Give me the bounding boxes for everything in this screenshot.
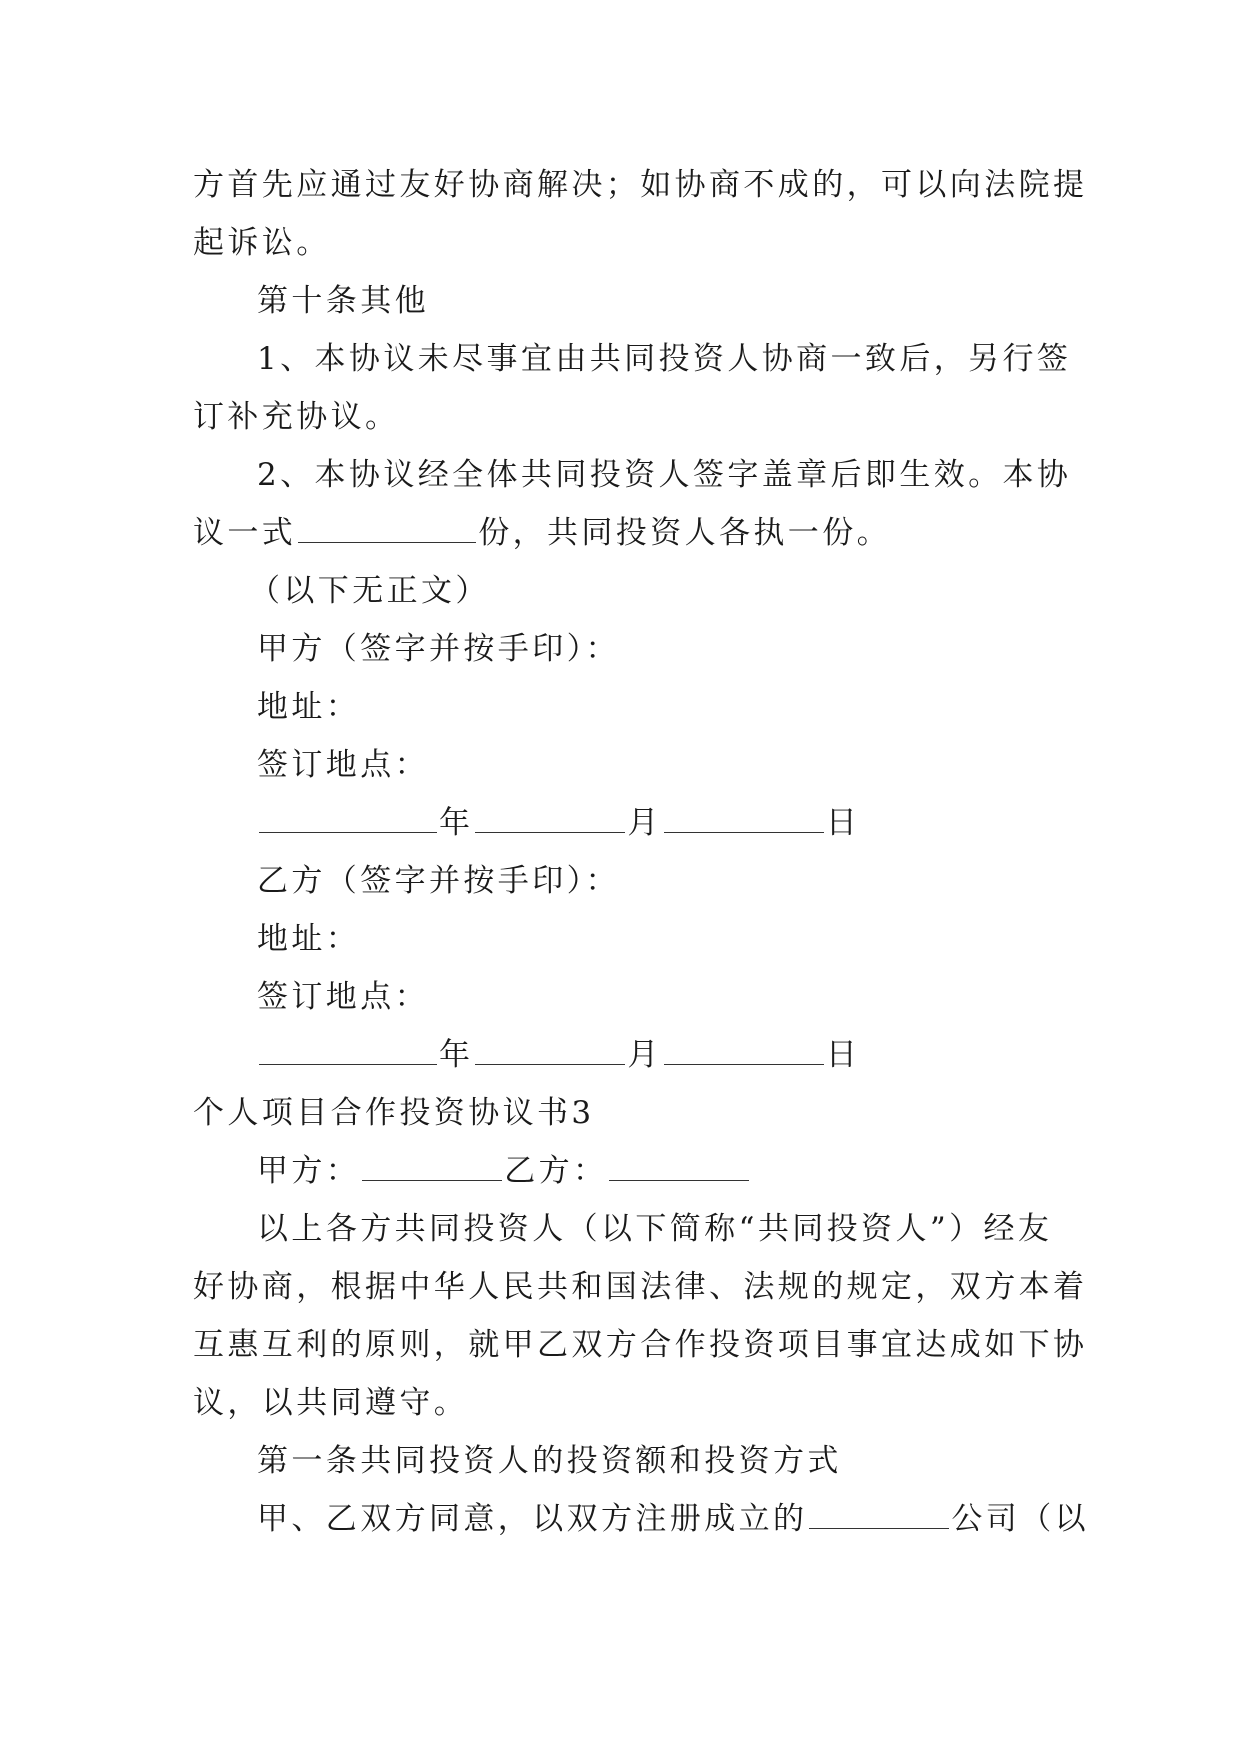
company-name-blank[interactable] [809,1494,949,1529]
paragraph-line: 订补充协议。 [193,399,400,435]
paragraph-line: 议，以共同遵守。 [193,1385,469,1421]
article-heading: 第十条其他 [257,283,429,319]
party-a-signature-label: 甲方（签字并按手印）： [257,631,620,667]
party-a-address-label: 地址： [257,689,361,725]
paragraph-line: 好协商，根据中华人民共和国法律、法规的规定，双方本着 [193,1269,1088,1305]
paragraph-line [193,504,1048,562]
document-title: 个人项目合作投资协议书3 [193,1095,595,1131]
month-label: 月 [627,1037,662,1073]
paragraph-line: 起诉讼。 [193,225,331,261]
party-a-label: 甲方： [257,1153,361,1189]
year-label: 年 [439,1037,474,1073]
text-segment: 份，共同投资人各执一份。 [478,515,892,551]
year-blank[interactable] [259,1030,437,1065]
text-segment: 公司（以 [951,1501,1090,1537]
parties-line [193,1142,1048,1200]
party-a-blank[interactable] [362,1146,502,1181]
document-page [193,156,1090,1548]
party-a-date-line [193,794,1048,852]
text-segment: 甲、乙双方同意，以双方注册成立的 [257,1501,808,1537]
party-b-signature-label: 乙方（签字并按手印）： [257,863,620,899]
day-label: 日 [825,1037,861,1073]
year-blank[interactable] [259,798,437,833]
day-blank[interactable] [664,1030,824,1065]
month-blank[interactable] [475,798,625,833]
paragraph-line [193,1490,1090,1548]
party-a-place-label: 签订地点： [257,747,429,783]
paragraph-line: 以上各方共同投资人（以下简称“共同投资人”）经友 [257,1211,1053,1247]
text-segment: 议一式 [193,515,297,551]
article-heading: 第一条共同投资人的投资额和投资方式 [257,1443,842,1479]
paragraph-line: 1、本协议未尽事宜由共同投资人协商一致后，另行签 [257,341,1072,377]
paragraph-line: 方首先应通过友好协商解决；如协商不成的，可以向法院提 [193,167,1088,203]
party-b-address-label: 地址： [257,921,361,957]
month-blank[interactable] [475,1030,625,1065]
party-b-place-label: 签订地点： [257,979,429,1015]
day-blank[interactable] [664,798,824,833]
party-b-blank[interactable] [609,1146,749,1181]
party-b-label: 乙方： [504,1153,608,1189]
no-text-note: （以下无正文） [249,573,490,609]
copies-blank[interactable] [298,508,476,543]
year-label: 年 [439,805,474,841]
paragraph-line: 互惠互利的原则，就甲乙双方合作投资项目事宜达成如下协 [193,1327,1088,1363]
paragraph-line: 2、本协议经全体共同投资人签字盖章后即生效。本协 [257,457,1072,493]
party-b-date-line [193,1026,1048,1084]
day-label: 日 [825,805,861,841]
month-label: 月 [627,805,662,841]
